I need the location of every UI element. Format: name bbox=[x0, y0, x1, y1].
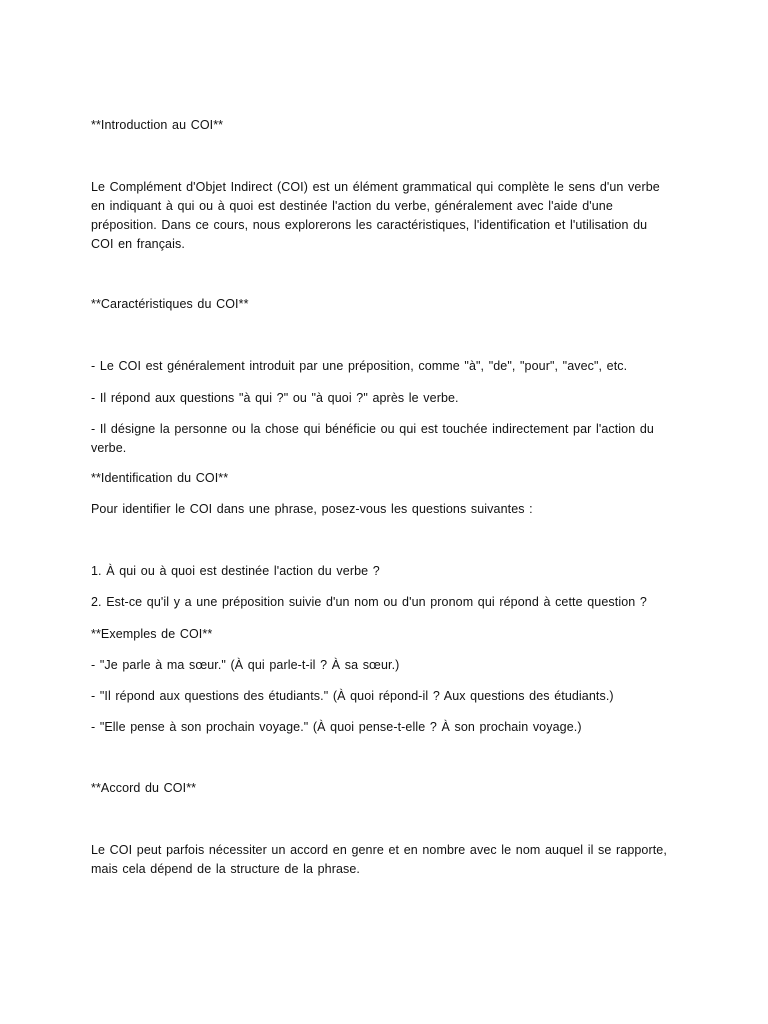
identification-intro: Pour identifier le COI dans une phrase, posez-vous les questions suivantes : bbox=[91, 502, 533, 516]
examples-heading: **Exemples de COI** bbox=[91, 627, 213, 641]
characteristic-item: - Il désigne la personne ou la chose qui bénéficie ou qui est touchée indirectement par l'action du verbe. bbox=[91, 422, 654, 455]
intro-paragraph: Le Complément d'Objet Indirect (COI) est un élément grammatical qui complète le sens d'un verbe en indiquant à qui ou à quoi est destinée l'action du verbe, généralement avec l'aide d'une préposition. Dans ce cours, nous explorerons les caractéristiques, l'identification et l'utilisation du COI en français. bbox=[91, 180, 660, 251]
question-item: 2. Est-ce qu'il y a une préposition suivie d'un nom ou d'un pronom qui répond à cette question ? bbox=[91, 595, 647, 609]
characteristic-item: - Le COI est généralement introduit par une préposition, comme "à", "de", "pour", "avec", etc. bbox=[91, 359, 628, 373]
example-item: - "Je parle à ma sœur." (À qui parle-t-il ? À sa sœur.) bbox=[91, 658, 400, 672]
example-item: - "Elle pense à son prochain voyage." (À quoi pense-t-elle ? À son prochain voyage.) bbox=[91, 720, 582, 734]
example-item: - "Il répond aux questions des étudiants." (À quoi répond-il ? Aux questions des étudiants.) bbox=[91, 689, 614, 703]
identification-heading: **Identification du COI** bbox=[91, 471, 229, 485]
characteristic-item: - Il répond aux questions "à qui ?" ou "à quoi ?" après le verbe. bbox=[91, 391, 459, 405]
agreement-heading: **Accord du COI** bbox=[91, 781, 197, 795]
intro-heading: **Introduction au COI** bbox=[91, 118, 224, 132]
characteristics-heading: **Caractéristiques du COI** bbox=[91, 297, 249, 311]
question-item: 1. À qui ou à quoi est destinée l'action du verbe ? bbox=[91, 564, 380, 578]
agreement-paragraph: Le COI peut parfois nécessiter un accord en genre et en nombre avec le nom auquel il se rapporte, mais cela dépend de la structure de la phrase. bbox=[91, 843, 667, 876]
